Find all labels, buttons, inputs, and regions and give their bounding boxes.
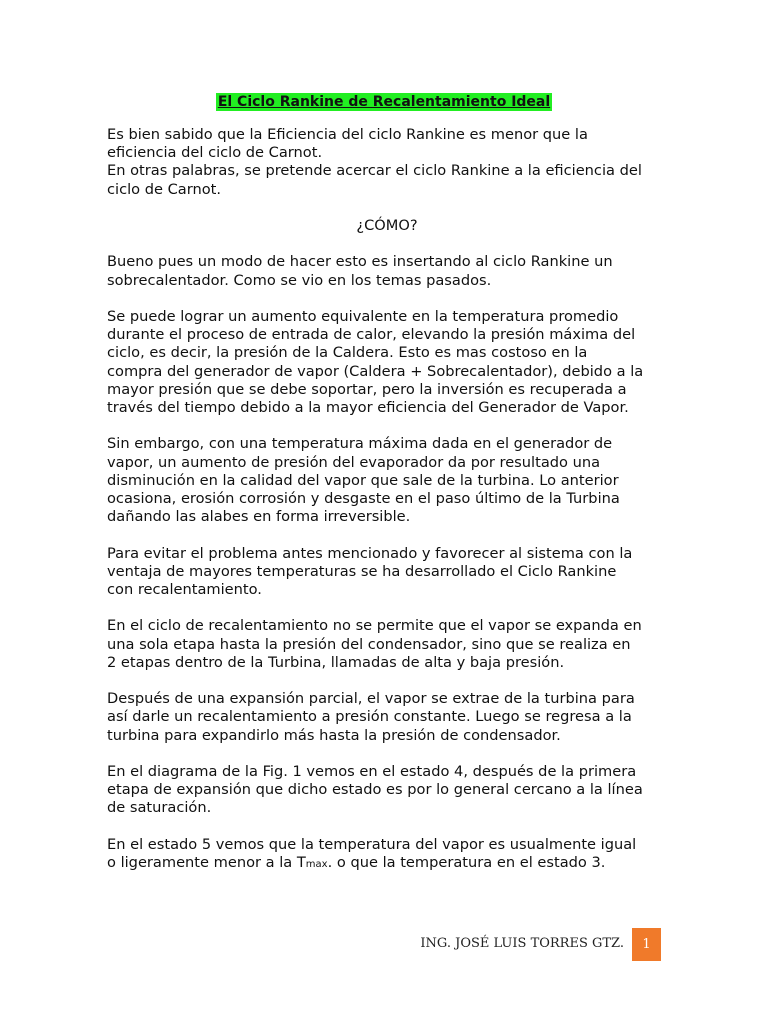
text-line: ciclo, es decir, la presión de la Caldera. Esto es mas costoso en la — [107, 344, 588, 362]
paragraph-solution — [107, 545, 667, 600]
footer-author: ING. JOSÉ LUIS TORRES GTZ. — [420, 936, 624, 951]
text-line: eficiencia del ciclo de Carnot. — [107, 144, 323, 162]
text-line: Después de una expansión parcial, el vapor se extrae de la turbina para — [107, 690, 635, 708]
text-line: ciclo de Carnot. — [107, 180, 222, 198]
page-number-badge: 1 — [632, 928, 661, 961]
text-line: de saturación. — [107, 799, 212, 817]
paragraph-expansion — [107, 690, 667, 745]
paragraph-reheat — [107, 617, 667, 672]
paragraph-state5 — [107, 836, 667, 874]
text-line: En el ciclo de recalentamiento no se permite que el vapor se expanda en — [107, 617, 642, 635]
text-line: vapor, un aumento de presión del evaporador da por resultado una — [107, 453, 601, 471]
paragraph-drawback — [107, 435, 667, 526]
text-line: ventaja de mayores temperaturas se ha desarrollado el Ciclo Rankine — [107, 562, 617, 580]
text-line: En el estado 5 vemos que la temperatura del vapor es usualmente igual — [107, 835, 637, 853]
question-heading: ¿CÓMO? — [356, 217, 418, 234]
text-line: sobrecalentador. Como se vio en los temas pasados. — [107, 271, 492, 289]
page-footer — [0, 928, 768, 962]
text-line: ocasiona, erosión corrosión y desgaste en el paso último de la Turbina — [107, 490, 620, 507]
text-line: así darle un recalentamiento a presión constante. Luego se regresa a la — [107, 708, 632, 726]
text-line: Bueno pues un modo de hacer esto es insertando al ciclo Rankine un — [107, 253, 613, 271]
text-line: 2 etapas dentro de la Turbina, llamadas de alta y baja presión. — [107, 653, 565, 671]
text-line: través del tiempo debido a la mayor eficiencia del Generador de Vapor. — [107, 399, 629, 416]
text-line: durante el proceso de entrada de calor, elevando la presión máxima del — [107, 326, 636, 344]
text-line: Se puede lograr un aumento equivalente en la temperatura promedio — [107, 307, 619, 325]
text-line: etapa de expansión que dicho estado es por lo general cercano a la línea — [107, 781, 643, 799]
paragraph-question — [107, 217, 667, 235]
text-segment: . o que la temperatura en el estado 3. — [327, 853, 606, 871]
text-line: mayor presión que se debe soportar, pero la inversión es recuperada a — [107, 380, 627, 398]
title-container — [0, 91, 768, 111]
document-body — [107, 126, 667, 892]
text-line: Es bien sabido que la Eficiencia del ciclo Rankine es menor que la — [107, 126, 588, 143]
paragraph-answer — [107, 253, 667, 289]
paragraph-diagram — [107, 763, 667, 818]
text-line: dañando las alabes en forma irreversible. — [107, 508, 411, 526]
text-line: compra del generador de vapor (Caldera + Sobrecalentador), debido a la — [107, 362, 644, 380]
text-line: En otras palabras, se pretende acercar el ciclo Rankine a la eficiencia del — [107, 162, 642, 180]
text-line: En el diagrama de la Fig. 1 vemos en el estado 4, después de la primera — [107, 762, 637, 780]
document-title: El Ciclo Rankine de Recalentamiento Ideal — [217, 94, 551, 110]
text-line: disminución en la calidad del vapor que sale de la turbina. Lo anterior — [107, 471, 619, 489]
tmax-subscript: max — [305, 858, 328, 870]
text-line: con recalentamiento. — [107, 581, 262, 598]
text-line-with-subscript — [107, 854, 667, 874]
text-line: una sola etapa hasta la presión del condensador, sino que se realiza en — [107, 635, 631, 653]
text-segment: o ligeramente menor a la T — [107, 853, 306, 871]
paragraph-intro — [107, 126, 667, 199]
text-line: Para evitar el problema antes mencionado y favorecer al sistema con la — [107, 544, 633, 562]
text-line: turbina para expandirlo más hasta la presión de condensador. — [107, 726, 561, 744]
text-line: Sin embargo, con una temperatura máxima dada en el generador de — [107, 435, 613, 453]
paragraph-pressure — [107, 308, 667, 417]
